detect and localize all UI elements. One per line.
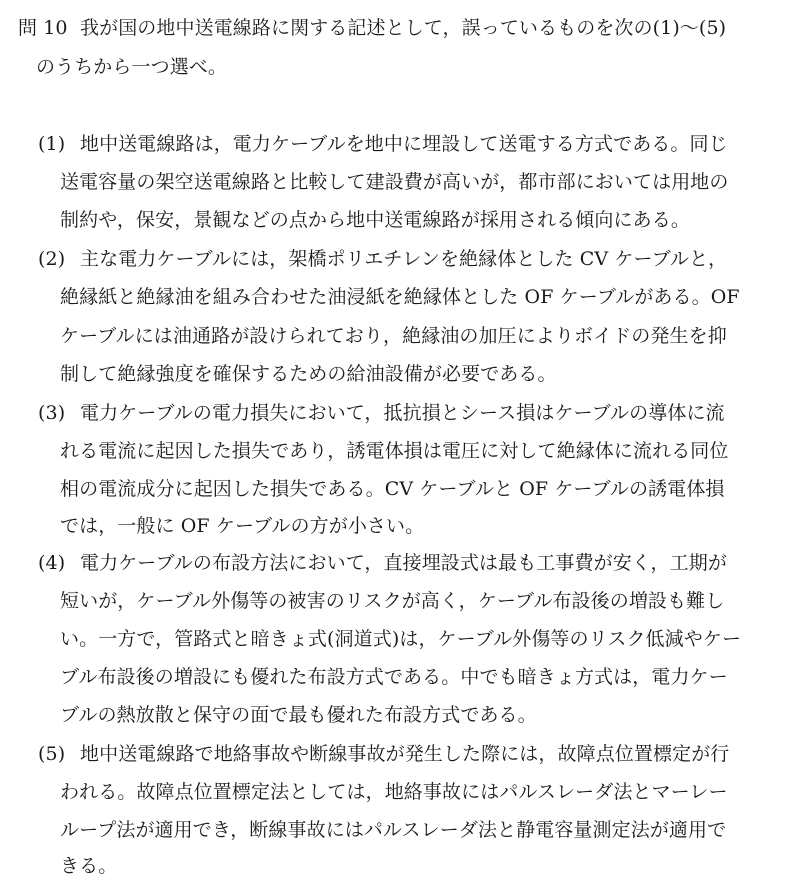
option-4-text-line-3: い。一方で，管路式と暗きょ式(洞道式)は，ケーブル外傷等のリスク低減やケー (60, 628, 742, 650)
option-1-label: (1) (38, 133, 66, 155)
option-3-label: (3) (38, 402, 66, 424)
question-text-line-2: のうちから一つ選べ。 (36, 56, 228, 78)
option-4-text-line-2: 短いが，ケーブル外傷等の被害のリスクが高く，ケーブル布設後の増設も難し (60, 590, 725, 612)
option-5-text-line-2: われる。故障点位置標定法としては，地絡事故にはパルスレーダ法とマーレー (60, 781, 728, 803)
option-3-text-line-2: れる電流に起因した損失であり，誘電体損は電圧に対して絶縁体に流れる同位 (60, 440, 729, 462)
option-2-text-line-2: 絶縁紙と絶縁油を組み合わせた油浸紙を絶縁体とした OF ケーブルがある。OF (60, 286, 740, 308)
option-2-text-line-3: ケーブルには油通路が設けられており，絶縁油の加圧によりボイドの発生を抑 (60, 325, 727, 347)
option-4-text-line-4: ブル布設後の増設にも優れた布設方式である。中でも暗きょ方式は，電力ケー (60, 666, 728, 688)
option-4-label: (4) (38, 552, 66, 574)
option-2-label: (2) (38, 248, 66, 270)
option-5-label: (5) (38, 743, 66, 765)
option-2-text-line-4: 制して絶縁強度を確保するための給油設備が必要である。 (60, 363, 557, 385)
option-5-text-line-1: 地中送電線路で地絡事故や断線事故が発生した際には，故障点位置標定が行 (80, 743, 730, 765)
question-text-line-1: 我が国の地中送電線路に関する記述として，誤っているものを次の(1)～(5) (80, 17, 727, 39)
option-2-text-line-1: 主な電力ケーブルには，架橋ポリエチレンを絶縁体とした CV ケーブルと， (80, 248, 728, 270)
option-1-text-line-3: 制約や，保安，景観などの点から地中送電線路が採用される傾向にある。 (60, 209, 690, 231)
option-3-text-line-3: 相の電流成分に起因した損失である。CV ケーブルと OF ケーブルの誘電体損 (60, 478, 725, 500)
option-4-text-line-1: 電力ケーブルの布設方法において，直接埋設式は最も工事費が安く，工期が (80, 552, 727, 574)
option-3-text-line-1: 電力ケーブルの電力損失において，抵抗損とシース損はケーブルの導体に流 (80, 402, 725, 424)
question-number: 問 10 (18, 17, 68, 39)
option-5-text-line-4: きる。 (60, 855, 118, 877)
option-1-text-line-2: 送電容量の架空送電線路と比較して建設費が高いが，都市部においては用地の (60, 171, 729, 193)
option-1-text-line-1: 地中送電線路は，電力ケーブルを地中に埋設して送電する方式である。同じ (80, 133, 728, 155)
option-4-text-line-5: ブルの熱放散と保守の面で最も優れた布設方式である。 (60, 704, 537, 726)
option-5-text-line-3: ループ法が適用でき，断線事故にはパルスレーダ法と静電容量測定法が適用で (60, 819, 727, 841)
option-3-text-line-4: では，一般に OF ケーブルの方が小さい。 (60, 515, 425, 537)
